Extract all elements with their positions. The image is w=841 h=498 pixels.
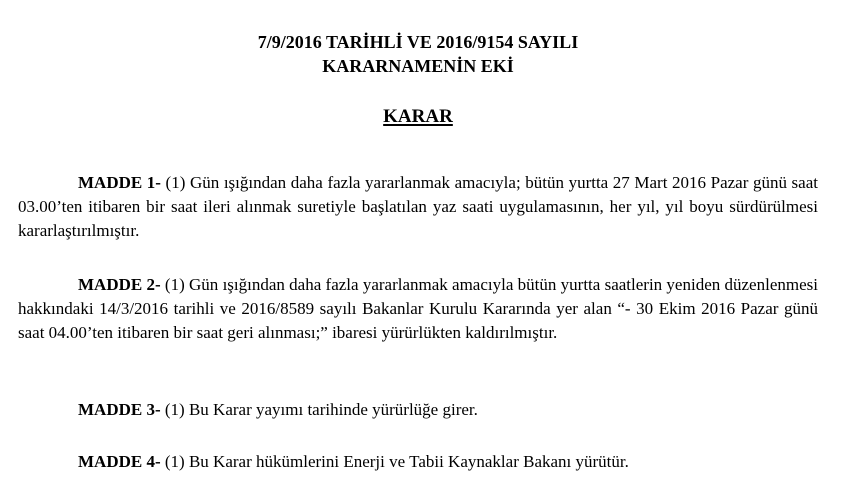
article-2 [18,273,818,345]
article-1-text: (1) Gün ışığından daha fazla yararlanmak amacıyla; bütün yurtta 27 Mart 2016 Pazar günü saat 03.00’ten itibaren bir saat ileri alınmak suretiyle başlatılan yaz saati uygulamasının, her yıl, yıl boyu sürdürülmesi kararlaştırılmıştır. [18,173,818,240]
article-3-label: MADDE 3- [78,400,161,419]
section-title [18,105,818,129]
section-title-text: KARAR [383,106,453,127]
article-4-text: (1) Bu Karar hükümlerini Enerji ve Tabii Kaynaklar Bakanı yürütür. [160,452,629,471]
article-2-text: (1) Gün ışığından daha fazla yararlanmak amacıyla bütün yurtta saatlerin yeniden düzenlenmesi hakkındaki 14/3/2016 tarihli ve 2016/8589 sayılı Bakanlar Kurulu Kararında yer alan “- 30 Ekim 2016 Pazar günü saat 04.00’ten itibaren bir saat geri alınması;” ibaresi yürürlükten kaldırılmıştır. [18,275,818,342]
article-3 [18,398,818,422]
article-1 [18,171,818,243]
article-4-label: MADDE 4- [78,452,161,471]
document-heading-line-1: 7/9/2016 TARİHLİ VE 2016/9154 SAYILI [257,32,579,52]
article-3-text: (1) Bu Karar yayımı tarihinde yürürlüğe girer. [160,400,478,419]
document-heading-line-2: KARARNAMENİN EKİ [322,56,514,76]
article-4 [18,450,818,474]
article-2-label: MADDE 2- [78,275,161,294]
article-1-label: MADDE 1- [78,173,161,192]
